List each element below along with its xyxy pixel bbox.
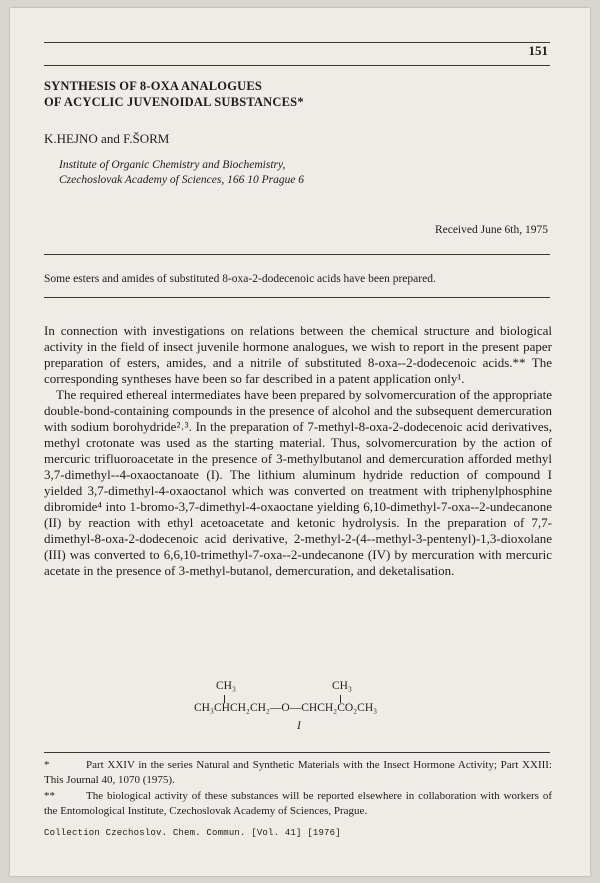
affiliation [59, 158, 304, 188]
header-rule-top [44, 42, 550, 43]
formula-ch3-right: CH₃ [332, 680, 352, 692]
footnote-1-text: Part XXIV in the series Natural and Synthetic Materials with the Insect Hormone Activity; Part XXIII: This Journal 40, 1070 (1975). [44, 759, 552, 786]
title-line-1: SYNTHESIS OF 8-OXA ANALOGUES [44, 79, 263, 93]
abstract: Some esters and amides of substituted 8-oxa-2-dodecenoic acids have been prepared. [44, 273, 436, 285]
affiliation-line-1: Institute of Organic Chemistry and Biochemistry, [59, 159, 286, 171]
authors: K.HEJNO and F.ŠORM [44, 131, 170, 146]
chemical-formula [194, 680, 434, 742]
received-date: Received June 6th, 1975 [434, 224, 548, 236]
footnote-2 [44, 789, 552, 819]
paragraph-2: The required ethereal intermediates have been prepared by solvomercuration of the appropriate double-bond-containing compounds in the presence of alcohol and the subsequent demercuration with sodium borohydride²˒³. In the preparation of 7-methyl-8-oxa-2-dodecenoic acid derivatives, methyl crotonate was used as the starting material. Thus, solvomercuration by the action of mercuric trifluoroacetate in the presence of 3-methylbutanol and demercuration afforded methyl 3,7-dimethyl--4-oxaoctanoate (I). The lithium aluminum hydride reduction of compound I yielded 3,7-dimethyl-4-oxaoctanol which was converted on treatment with triphenylphosphine dibromide⁴ into 1-bromo-3,7-dimethyl-4-oxaoctane yielding 6,10-dimethyl-7-oxa--2-undecanone (II) by reaction with ethyl acetoacetate and ketonic hydrolysis. In the preparation of 7,7-dimethyl-8-oxa-2-dodecenoic acid derivative, 2-methyl-2-(4--methyl-3-pentenyl)-1,3-dioxolane (III) was converted to 6,6,10-trimethyl-7-oxa--2-undecanone (IV) by mercuration with mercuric acetate in the presence of 3-methyl-butanol, demercuration, and deketalisation. [44, 387, 552, 578]
journal-footer: Collection Czechoslov. Chem. Commun. [Vol. 41] [1976] [44, 828, 341, 838]
page-number: 151 [528, 43, 548, 58]
footnote-rule [44, 752, 550, 753]
article-body [44, 323, 552, 579]
abstract-rule-bottom [44, 297, 550, 298]
title-line-2: OF ACYCLIC JUVENOIDAL SUBSTANCES* [44, 95, 304, 109]
paragraph-1: In connection with investigations on relations between the chemical structure and biological activity in the field of insect juvenile hormone analogues, we wish to report in the present paper preparation of esters, amides, and a nitrile of substituted 8-oxa--2-dodecenoic acids.** The corresponding syntheses have been so far described in a patent application only¹. [44, 323, 552, 386]
article-title [44, 78, 304, 110]
journal-page [10, 8, 590, 876]
formula-label: I [297, 720, 301, 732]
formula-main-chain: CH₃CHCH₂CH₂—O—CHCH₂CO₂CH₃ [194, 702, 378, 714]
footnote-2-mark: ** [44, 790, 55, 802]
footnote-1 [44, 758, 552, 788]
abstract-rule-top [44, 254, 550, 255]
formula-ch3-left: CH₃ [216, 680, 236, 692]
footnote-1-mark: * [44, 759, 50, 771]
footnote-2-text: The biological activity of these substances will be reported elsewhere in collaboration with workers of the Entomological Institute, Czechoslovak Academy of Sciences, Prague. [44, 790, 552, 817]
affiliation-line-2: Czechoslovak Academy of Sciences, 166 10 Prague 6 [59, 174, 305, 186]
header-rule-bottom [44, 65, 550, 66]
